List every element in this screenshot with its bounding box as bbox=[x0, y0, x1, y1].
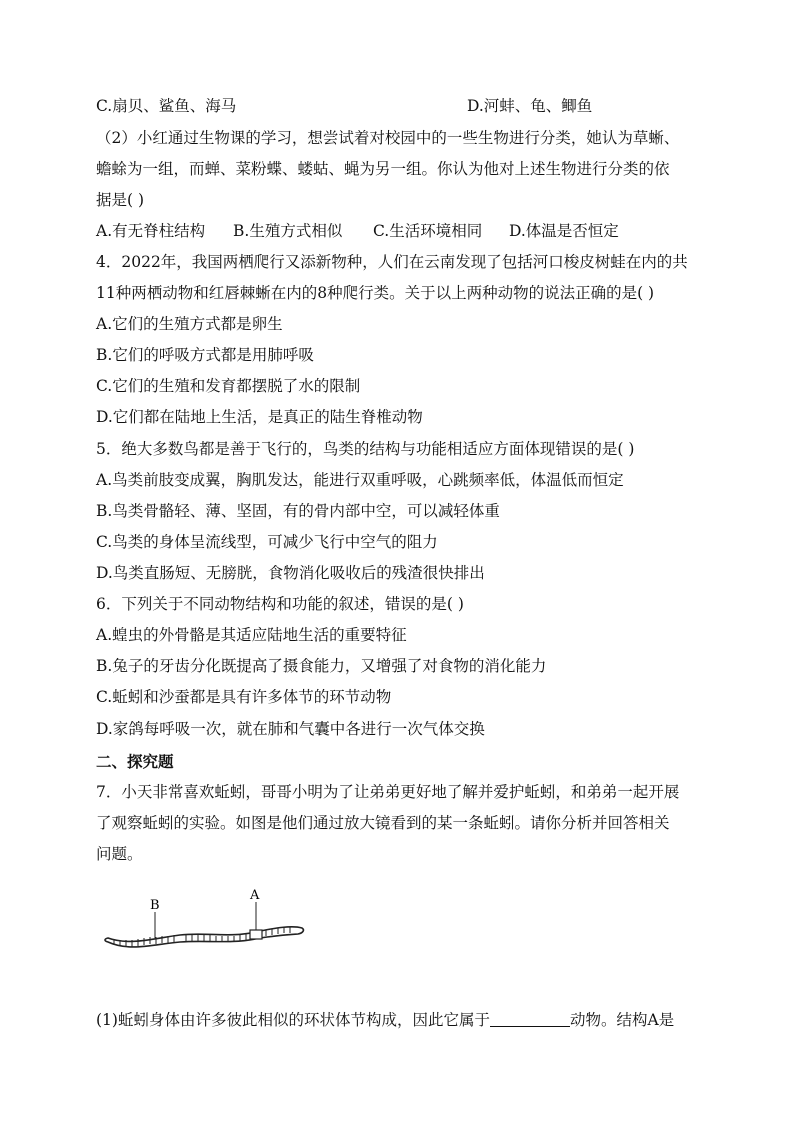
q6-option-d: D.家鸽每呼吸一次，就在肺和气囊中各进行一次气体交换 bbox=[96, 720, 485, 738]
q3-option-d: D.河蚌、龟、鲫鱼 bbox=[467, 97, 593, 115]
q5-option-b: B.鸟类骨骼轻、薄、坚固，有的骨内部中空，可以减轻体重 bbox=[96, 502, 500, 520]
q3-sub2-option-b: B.生殖方式相似 bbox=[233, 222, 343, 240]
q4-option-a: A.它们的生殖方式都是卵生 bbox=[96, 315, 283, 333]
q7-sub1-text-after: 动物。结构A是 bbox=[569, 1011, 675, 1029]
q3-option-c: C.扇贝、鲨鱼、海马 bbox=[96, 97, 237, 115]
q5-option-d: D.鸟类直肠短、无膀胱，食物消化吸收后的残渣很快排出 bbox=[96, 564, 485, 582]
q4-stem-line1: 4．2022年，我国两栖爬行又添新物种，人们在云南发现了包括河口梭皮树蛙在内的共 bbox=[96, 253, 688, 271]
q7-sub1-answer-blank[interactable] bbox=[490, 1011, 570, 1027]
q5-option-a: A.鸟类前肢变成翼，胸肌发达，能进行双重呼吸，心跳频率低，体温低而恒定 bbox=[96, 471, 624, 489]
earthworm-figure bbox=[100, 880, 310, 955]
q3-sub2-option-a: A.有无脊柱结构 bbox=[96, 222, 206, 240]
label-b: B bbox=[150, 898, 160, 913]
q7-stem-line3: 问题。 bbox=[96, 845, 143, 863]
q3-options-cd-row bbox=[96, 96, 706, 116]
label-a: A bbox=[250, 888, 260, 903]
clitellum-a bbox=[250, 930, 262, 939]
q3-sub2-option-d: D.体温是否恒定 bbox=[509, 222, 619, 240]
q4-option-c: C.它们的生殖和发育都摆脱了水的限制 bbox=[96, 377, 361, 395]
q3-sub2-line3: 据是( ) bbox=[96, 191, 145, 209]
q6-stem: 6．下列关于不同动物结构和功能的叙述，错误的是( ) bbox=[96, 595, 464, 613]
q4-option-b: B.它们的呼吸方式都是用肺呼吸 bbox=[96, 346, 314, 364]
q3-sub2-line2: 蟾蜍为一组，而蝉、菜粉蝶、蝼蛄、蝇为另一组。你认为他对上述生物进行分类的依 bbox=[96, 160, 670, 178]
q5-option-c: C.鸟类的身体呈流线型，可减少飞行中空气的阻力 bbox=[96, 533, 438, 551]
q7-sub1-text-before: (1)蚯蚓身体由许多彼此相似的环状体节构成，因此它属于 bbox=[96, 1011, 490, 1029]
q5-stem: 5．绝大多数鸟都是善于飞行的，鸟类的结构与功能相适应方面体现错误的是( ) bbox=[96, 440, 635, 458]
q3-sub2-option-c: C.生活环境相同 bbox=[373, 222, 483, 240]
q6-option-a: A.蝗虫的外骨骼是其适应陆地生活的重要特征 bbox=[96, 626, 407, 644]
q4-stem-line2: 11种两栖动物和红唇棘蜥在内的8种爬行类。关于以上两种动物的说法正确的是( ) bbox=[96, 284, 655, 302]
q7-sub1-row bbox=[96, 1010, 706, 1030]
q3-sub2-line1: （2）小红通过生物课的学习，想尝试着对校园中的一些生物进行分类，她认为草蜥、 bbox=[96, 129, 680, 147]
q6-option-b: B.兔子的牙齿分化既提高了摄食能力，又增强了对食物的消化能力 bbox=[96, 657, 547, 675]
q6-option-c: C.蚯蚓和沙蚕都是具有许多体节的环节动物 bbox=[96, 688, 392, 706]
section-heading-inquiry: 二、探究题 bbox=[96, 753, 174, 771]
q4-option-d: D.它们都在陆地上生活，是真正的陆生脊椎动物 bbox=[96, 408, 423, 426]
q7-stem-line1: 7．小天非常喜欢蚯蚓，哥哥小明为了让弟弟更好地了解并爱护蚯蚓，和弟弟一起开展 bbox=[96, 783, 680, 801]
q7-stem-line2: 了观察蚯蚓的实验。如图是他们通过放大镜看到的某一条蚯蚓。请你分析并回答相关 bbox=[96, 814, 670, 832]
